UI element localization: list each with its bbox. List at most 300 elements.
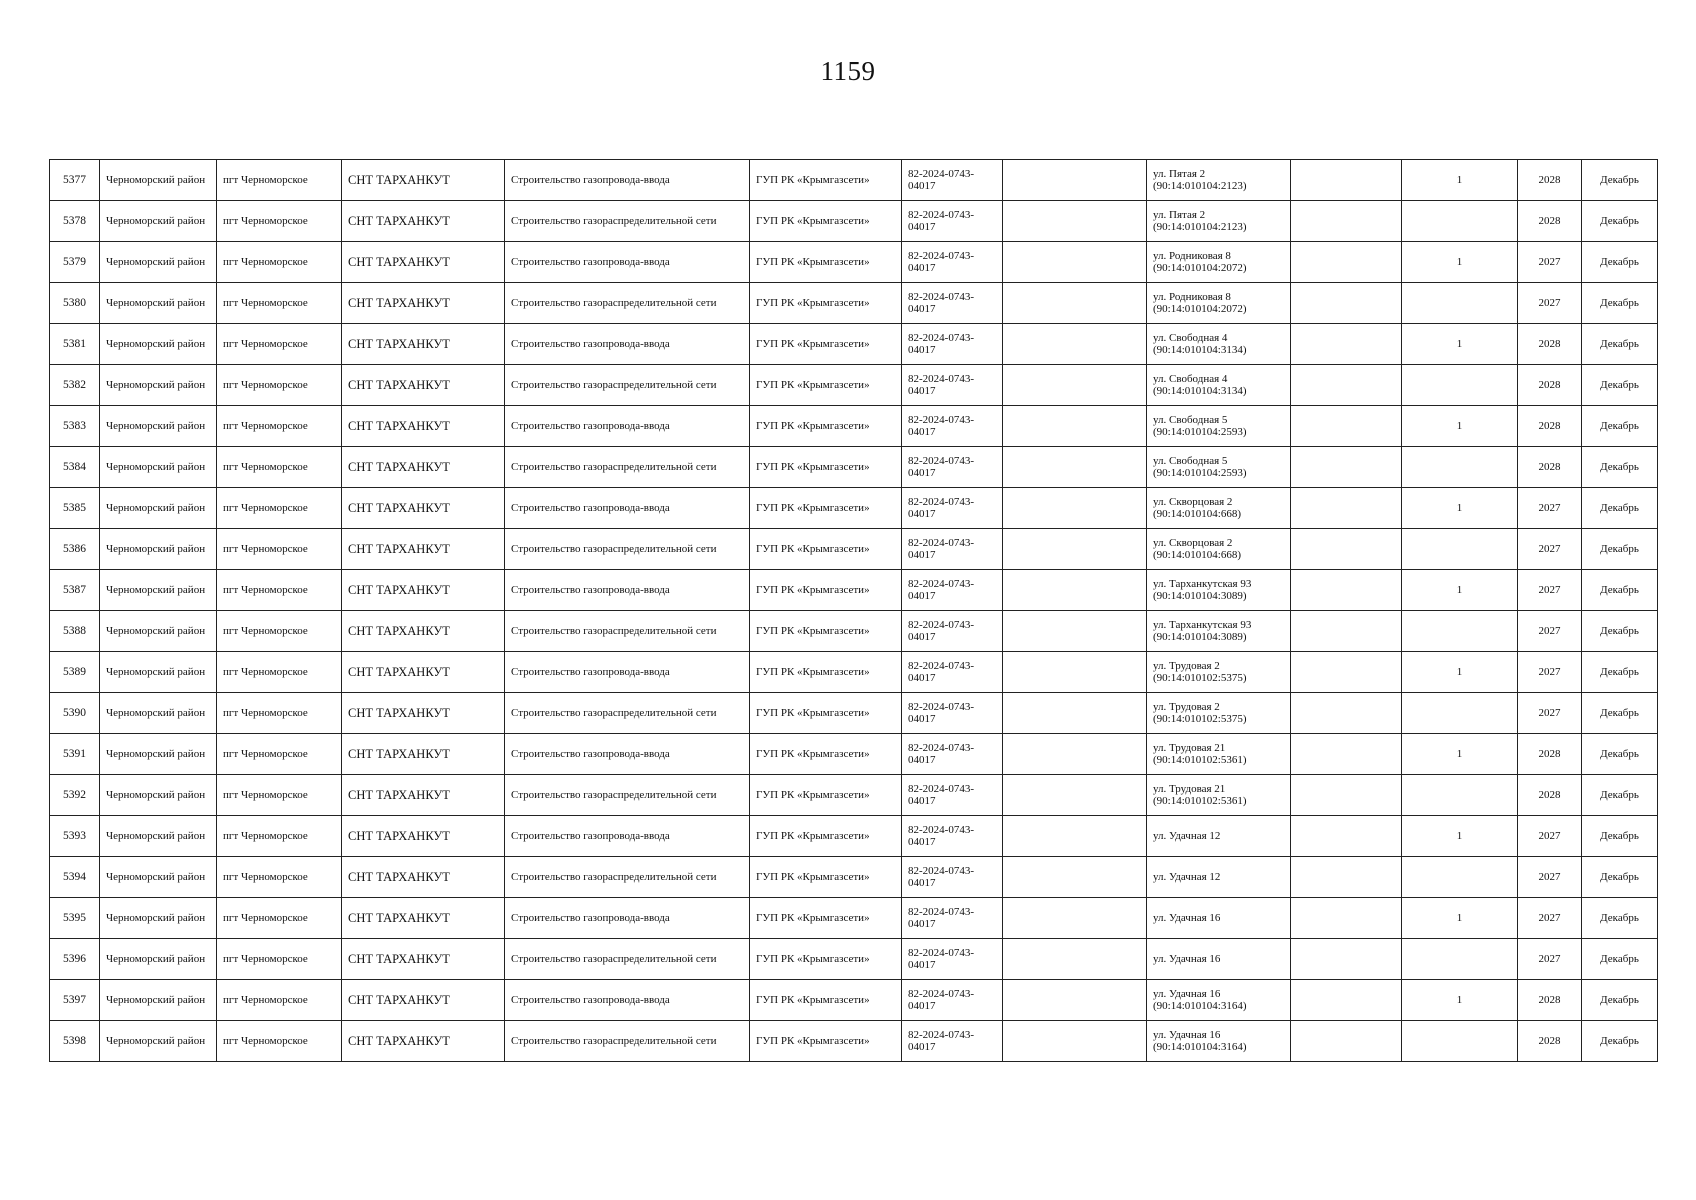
- table-row: [50, 160, 1658, 201]
- table-row: [50, 283, 1658, 324]
- quantity-cell: 1: [1402, 652, 1518, 693]
- year-cell: 2028: [1518, 1021, 1582, 1062]
- settlement-cell: пгт Черноморское: [217, 160, 342, 201]
- quantity-cell: [1402, 939, 1518, 980]
- operator-cell: ГУП РК «Крымгазсети»: [750, 447, 902, 488]
- work-type-cell: Строительство газораспределительной сети: [505, 1021, 750, 1062]
- empty-cell: [1291, 857, 1402, 898]
- work-type-cell: Строительство газопровода-ввода: [505, 406, 750, 447]
- month-cell: Декабрь: [1582, 201, 1658, 242]
- code-cell: 82-2024-0743-04017: [902, 160, 1003, 201]
- operator-cell: ГУП РК «Крымгазсети»: [750, 160, 902, 201]
- row-number: 5391: [50, 734, 100, 775]
- code-cell: 82-2024-0743-04017: [902, 898, 1003, 939]
- year-cell: 2027: [1518, 242, 1582, 283]
- table-row: [50, 980, 1658, 1021]
- organization-cell: СНТ ТАРХАНКУТ: [342, 980, 505, 1021]
- work-type-cell: Строительство газораспределительной сети: [505, 529, 750, 570]
- row-number: 5380: [50, 283, 100, 324]
- empty-cell: [1291, 324, 1402, 365]
- organization-cell: СНТ ТАРХАНКУТ: [342, 201, 505, 242]
- empty-cell: [1003, 201, 1147, 242]
- settlement-cell: пгт Черноморское: [217, 529, 342, 570]
- settlement-cell: пгт Черноморское: [217, 324, 342, 365]
- settlement-cell: пгт Черноморское: [217, 693, 342, 734]
- month-cell: Декабрь: [1582, 529, 1658, 570]
- operator-cell: ГУП РК «Крымгазсети»: [750, 488, 902, 529]
- empty-cell: [1003, 365, 1147, 406]
- quantity-cell: 1: [1402, 980, 1518, 1021]
- year-cell: 2028: [1518, 980, 1582, 1021]
- row-number: 5386: [50, 529, 100, 570]
- work-type-cell: Строительство газопровода-ввода: [505, 324, 750, 365]
- operator-cell: ГУП РК «Крымгазсети»: [750, 242, 902, 283]
- empty-cell: [1003, 242, 1147, 283]
- code-cell: 82-2024-0743-04017: [902, 611, 1003, 652]
- organization-cell: СНТ ТАРХАНКУТ: [342, 1021, 505, 1062]
- empty-cell: [1003, 447, 1147, 488]
- empty-cell: [1291, 365, 1402, 406]
- quantity-cell: 1: [1402, 242, 1518, 283]
- code-cell: 82-2024-0743-04017: [902, 652, 1003, 693]
- code-cell: 82-2024-0743-04017: [902, 816, 1003, 857]
- empty-cell: [1003, 611, 1147, 652]
- address-cell: ул. Свободная 4 (90:14:010104:3134): [1147, 365, 1291, 406]
- empty-cell: [1003, 980, 1147, 1021]
- address-cell: ул. Удачная 16: [1147, 939, 1291, 980]
- work-type-cell: Строительство газопровода-ввода: [505, 242, 750, 283]
- district-cell: Черноморский район: [100, 775, 217, 816]
- organization-cell: СНТ ТАРХАНКУТ: [342, 529, 505, 570]
- month-cell: Декабрь: [1582, 283, 1658, 324]
- organization-cell: СНТ ТАРХАНКУТ: [342, 693, 505, 734]
- empty-cell: [1003, 488, 1147, 529]
- empty-cell: [1291, 447, 1402, 488]
- year-cell: 2027: [1518, 693, 1582, 734]
- row-number: 5385: [50, 488, 100, 529]
- operator-cell: ГУП РК «Крымгазсети»: [750, 570, 902, 611]
- month-cell: Декабрь: [1582, 980, 1658, 1021]
- quantity-cell: 1: [1402, 570, 1518, 611]
- address-cell: ул. Пятая 2 (90:14:010104:2123): [1147, 160, 1291, 201]
- row-number: 5384: [50, 447, 100, 488]
- empty-cell: [1291, 406, 1402, 447]
- organization-cell: СНТ ТАРХАНКУТ: [342, 488, 505, 529]
- month-cell: Декабрь: [1582, 1021, 1658, 1062]
- empty-cell: [1291, 283, 1402, 324]
- work-type-cell: Строительство газопровода-ввода: [505, 570, 750, 611]
- work-type-cell: Строительство газораспределительной сети: [505, 857, 750, 898]
- month-cell: Декабрь: [1582, 160, 1658, 201]
- settlement-cell: пгт Черноморское: [217, 1021, 342, 1062]
- year-cell: 2028: [1518, 201, 1582, 242]
- organization-cell: СНТ ТАРХАНКУТ: [342, 816, 505, 857]
- empty-cell: [1003, 570, 1147, 611]
- month-cell: Декабрь: [1582, 775, 1658, 816]
- year-cell: 2028: [1518, 365, 1582, 406]
- operator-cell: ГУП РК «Крымгазсети»: [750, 980, 902, 1021]
- row-number: 5398: [50, 1021, 100, 1062]
- operator-cell: ГУП РК «Крымгазсети»: [750, 529, 902, 570]
- table-row: [50, 242, 1658, 283]
- district-cell: Черноморский район: [100, 160, 217, 201]
- year-cell: 2028: [1518, 406, 1582, 447]
- code-cell: 82-2024-0743-04017: [902, 447, 1003, 488]
- year-cell: 2027: [1518, 611, 1582, 652]
- table-row: [50, 857, 1658, 898]
- work-type-cell: Строительство газопровода-ввода: [505, 816, 750, 857]
- operator-cell: ГУП РК «Крымгазсети»: [750, 775, 902, 816]
- row-number: 5379: [50, 242, 100, 283]
- empty-cell: [1003, 734, 1147, 775]
- empty-cell: [1291, 693, 1402, 734]
- settlement-cell: пгт Черноморское: [217, 365, 342, 406]
- work-type-cell: Строительство газораспределительной сети: [505, 693, 750, 734]
- organization-cell: СНТ ТАРХАНКУТ: [342, 611, 505, 652]
- quantity-cell: [1402, 775, 1518, 816]
- table-row: [50, 447, 1658, 488]
- year-cell: 2028: [1518, 734, 1582, 775]
- settlement-cell: пгт Черноморское: [217, 652, 342, 693]
- address-cell: ул. Удачная 16 (90:14:010104:3164): [1147, 1021, 1291, 1062]
- district-cell: Черноморский район: [100, 1021, 217, 1062]
- organization-cell: СНТ ТАРХАНКУТ: [342, 775, 505, 816]
- district-cell: Черноморский район: [100, 447, 217, 488]
- code-cell: 82-2024-0743-04017: [902, 324, 1003, 365]
- empty-cell: [1003, 693, 1147, 734]
- table-row: [50, 406, 1658, 447]
- address-cell: ул. Трудовая 21 (90:14:010102:5361): [1147, 775, 1291, 816]
- operator-cell: ГУП РК «Крымгазсети»: [750, 406, 902, 447]
- row-number: 5382: [50, 365, 100, 406]
- table-row: [50, 529, 1658, 570]
- organization-cell: СНТ ТАРХАНКУТ: [342, 570, 505, 611]
- table-row: [50, 570, 1658, 611]
- work-type-cell: Строительство газораспределительной сети: [505, 775, 750, 816]
- table-row: [50, 816, 1658, 857]
- table-row: [50, 652, 1658, 693]
- operator-cell: ГУП РК «Крымгазсети»: [750, 324, 902, 365]
- code-cell: 82-2024-0743-04017: [902, 201, 1003, 242]
- work-type-cell: Строительство газораспределительной сети: [505, 283, 750, 324]
- quantity-cell: 1: [1402, 816, 1518, 857]
- empty-cell: [1291, 734, 1402, 775]
- work-type-cell: Строительство газораспределительной сети: [505, 447, 750, 488]
- address-cell: ул. Трудовая 21 (90:14:010102:5361): [1147, 734, 1291, 775]
- month-cell: Декабрь: [1582, 611, 1658, 652]
- settlement-cell: пгт Черноморское: [217, 242, 342, 283]
- address-cell: ул. Свободная 4 (90:14:010104:3134): [1147, 324, 1291, 365]
- settlement-cell: пгт Черноморское: [217, 980, 342, 1021]
- district-cell: Черноморский район: [100, 365, 217, 406]
- settlement-cell: пгт Черноморское: [217, 857, 342, 898]
- year-cell: 2028: [1518, 324, 1582, 365]
- address-cell: ул. Пятая 2 (90:14:010104:2123): [1147, 201, 1291, 242]
- empty-cell: [1291, 775, 1402, 816]
- registry-rows: [50, 160, 1658, 1062]
- work-type-cell: Строительство газораспределительной сети: [505, 365, 750, 406]
- address-cell: ул. Скворцовая 2 (90:14:010104:668): [1147, 529, 1291, 570]
- work-type-cell: Строительство газораспределительной сети: [505, 201, 750, 242]
- organization-cell: СНТ ТАРХАНКУТ: [342, 447, 505, 488]
- table-row: [50, 365, 1658, 406]
- district-cell: Черноморский район: [100, 652, 217, 693]
- empty-cell: [1291, 1021, 1402, 1062]
- settlement-cell: пгт Черноморское: [217, 939, 342, 980]
- settlement-cell: пгт Черноморское: [217, 775, 342, 816]
- row-number: 5383: [50, 406, 100, 447]
- code-cell: 82-2024-0743-04017: [902, 406, 1003, 447]
- district-cell: Черноморский район: [100, 898, 217, 939]
- organization-cell: СНТ ТАРХАНКУТ: [342, 365, 505, 406]
- work-type-cell: Строительство газопровода-ввода: [505, 160, 750, 201]
- empty-cell: [1003, 775, 1147, 816]
- work-type-cell: Строительство газораспределительной сети: [505, 939, 750, 980]
- address-cell: ул. Трудовая 2 (90:14:010102:5375): [1147, 652, 1291, 693]
- empty-cell: [1003, 898, 1147, 939]
- quantity-cell: [1402, 283, 1518, 324]
- organization-cell: СНТ ТАРХАНКУТ: [342, 242, 505, 283]
- work-type-cell: Строительство газопровода-ввода: [505, 652, 750, 693]
- year-cell: 2027: [1518, 816, 1582, 857]
- address-cell: ул. Скворцовая 2 (90:14:010104:668): [1147, 488, 1291, 529]
- year-cell: 2027: [1518, 939, 1582, 980]
- table-row: [50, 775, 1658, 816]
- settlement-cell: пгт Черноморское: [217, 201, 342, 242]
- quantity-cell: 1: [1402, 160, 1518, 201]
- code-cell: 82-2024-0743-04017: [902, 242, 1003, 283]
- empty-cell: [1003, 324, 1147, 365]
- settlement-cell: пгт Черноморское: [217, 898, 342, 939]
- empty-cell: [1291, 980, 1402, 1021]
- operator-cell: ГУП РК «Крымгазсети»: [750, 652, 902, 693]
- address-cell: ул. Родниковая 8 (90:14:010104:2072): [1147, 283, 1291, 324]
- row-number: 5381: [50, 324, 100, 365]
- operator-cell: ГУП РК «Крымгазсети»: [750, 611, 902, 652]
- row-number: 5388: [50, 611, 100, 652]
- organization-cell: СНТ ТАРХАНКУТ: [342, 898, 505, 939]
- quantity-cell: [1402, 1021, 1518, 1062]
- code-cell: 82-2024-0743-04017: [902, 775, 1003, 816]
- row-number: 5378: [50, 201, 100, 242]
- quantity-cell: 1: [1402, 324, 1518, 365]
- code-cell: 82-2024-0743-04017: [902, 488, 1003, 529]
- operator-cell: ГУП РК «Крымгазсети»: [750, 201, 902, 242]
- district-cell: Черноморский район: [100, 570, 217, 611]
- settlement-cell: пгт Черноморское: [217, 611, 342, 652]
- empty-cell: [1003, 283, 1147, 324]
- address-cell: ул. Удачная 12: [1147, 857, 1291, 898]
- row-number: 5397: [50, 980, 100, 1021]
- quantity-cell: 1: [1402, 734, 1518, 775]
- settlement-cell: пгт Черноморское: [217, 447, 342, 488]
- year-cell: 2028: [1518, 775, 1582, 816]
- work-type-cell: Строительство газопровода-ввода: [505, 734, 750, 775]
- month-cell: Декабрь: [1582, 406, 1658, 447]
- month-cell: Декабрь: [1582, 939, 1658, 980]
- quantity-cell: [1402, 693, 1518, 734]
- district-cell: Черноморский район: [100, 939, 217, 980]
- empty-cell: [1003, 160, 1147, 201]
- table-row: [50, 939, 1658, 980]
- year-cell: 2028: [1518, 160, 1582, 201]
- row-number: 5392: [50, 775, 100, 816]
- work-type-cell: Строительство газопровода-ввода: [505, 898, 750, 939]
- month-cell: Декабрь: [1582, 570, 1658, 611]
- district-cell: Черноморский район: [100, 201, 217, 242]
- address-cell: ул. Тарханкутская 93 (90:14:010104:3089): [1147, 611, 1291, 652]
- empty-cell: [1003, 406, 1147, 447]
- month-cell: Декабрь: [1582, 324, 1658, 365]
- settlement-cell: пгт Черноморское: [217, 816, 342, 857]
- empty-cell: [1291, 570, 1402, 611]
- year-cell: 2027: [1518, 857, 1582, 898]
- empty-cell: [1291, 939, 1402, 980]
- operator-cell: ГУП РК «Крымгазсети»: [750, 693, 902, 734]
- district-cell: Черноморский район: [100, 406, 217, 447]
- code-cell: 82-2024-0743-04017: [902, 1021, 1003, 1062]
- empty-cell: [1291, 611, 1402, 652]
- year-cell: 2027: [1518, 529, 1582, 570]
- registry-table: [49, 159, 1658, 1062]
- empty-cell: [1291, 652, 1402, 693]
- month-cell: Декабрь: [1582, 652, 1658, 693]
- empty-cell: [1291, 242, 1402, 283]
- empty-cell: [1291, 201, 1402, 242]
- district-cell: Черноморский район: [100, 693, 217, 734]
- operator-cell: ГУП РК «Крымгазсети»: [750, 283, 902, 324]
- year-cell: 2028: [1518, 447, 1582, 488]
- quantity-cell: 1: [1402, 488, 1518, 529]
- settlement-cell: пгт Черноморское: [217, 283, 342, 324]
- empty-cell: [1003, 1021, 1147, 1062]
- code-cell: 82-2024-0743-04017: [902, 980, 1003, 1021]
- month-cell: Декабрь: [1582, 898, 1658, 939]
- quantity-cell: [1402, 857, 1518, 898]
- quantity-cell: 1: [1402, 406, 1518, 447]
- organization-cell: СНТ ТАРХАНКУТ: [342, 324, 505, 365]
- district-cell: Черноморский район: [100, 734, 217, 775]
- row-number: 5393: [50, 816, 100, 857]
- district-cell: Черноморский район: [100, 283, 217, 324]
- organization-cell: СНТ ТАРХАНКУТ: [342, 652, 505, 693]
- operator-cell: ГУП РК «Крымгазсети»: [750, 1021, 902, 1062]
- table-row: [50, 324, 1658, 365]
- code-cell: 82-2024-0743-04017: [902, 365, 1003, 406]
- operator-cell: ГУП РК «Крымгазсети»: [750, 898, 902, 939]
- code-cell: 82-2024-0743-04017: [902, 283, 1003, 324]
- settlement-cell: пгт Черноморское: [217, 488, 342, 529]
- code-cell: 82-2024-0743-04017: [902, 939, 1003, 980]
- organization-cell: СНТ ТАРХАНКУТ: [342, 734, 505, 775]
- month-cell: Декабрь: [1582, 447, 1658, 488]
- empty-cell: [1003, 529, 1147, 570]
- table-row: [50, 1021, 1658, 1062]
- row-number: 5395: [50, 898, 100, 939]
- work-type-cell: Строительство газопровода-ввода: [505, 980, 750, 1021]
- address-cell: ул. Тарханкутская 93 (90:14:010104:3089): [1147, 570, 1291, 611]
- code-cell: 82-2024-0743-04017: [902, 570, 1003, 611]
- year-cell: 2027: [1518, 488, 1582, 529]
- work-type-cell: Строительство газопровода-ввода: [505, 488, 750, 529]
- operator-cell: ГУП РК «Крымгазсети»: [750, 734, 902, 775]
- settlement-cell: пгт Черноморское: [217, 734, 342, 775]
- table-row: [50, 201, 1658, 242]
- empty-cell: [1291, 898, 1402, 939]
- year-cell: 2027: [1518, 652, 1582, 693]
- operator-cell: ГУП РК «Крымгазсети»: [750, 365, 902, 406]
- address-cell: ул. Удачная 12: [1147, 816, 1291, 857]
- district-cell: Черноморский район: [100, 611, 217, 652]
- month-cell: Декабрь: [1582, 693, 1658, 734]
- year-cell: 2027: [1518, 570, 1582, 611]
- code-cell: 82-2024-0743-04017: [902, 693, 1003, 734]
- row-number: 5394: [50, 857, 100, 898]
- row-number: 5387: [50, 570, 100, 611]
- quantity-cell: [1402, 611, 1518, 652]
- organization-cell: СНТ ТАРХАНКУТ: [342, 283, 505, 324]
- month-cell: Декабрь: [1582, 365, 1658, 406]
- organization-cell: СНТ ТАРХАНКУТ: [342, 160, 505, 201]
- quantity-cell: [1402, 365, 1518, 406]
- month-cell: Декабрь: [1582, 734, 1658, 775]
- row-number: 5389: [50, 652, 100, 693]
- page-number: 1159: [820, 56, 876, 86]
- empty-cell: [1003, 816, 1147, 857]
- district-cell: Черноморский район: [100, 529, 217, 570]
- table-row: [50, 611, 1658, 652]
- year-cell: 2027: [1518, 283, 1582, 324]
- empty-cell: [1291, 816, 1402, 857]
- row-number: 5377: [50, 160, 100, 201]
- table-row: [50, 734, 1658, 775]
- empty-cell: [1291, 488, 1402, 529]
- quantity-cell: [1402, 529, 1518, 570]
- code-cell: 82-2024-0743-04017: [902, 529, 1003, 570]
- row-number: 5390: [50, 693, 100, 734]
- month-cell: Декабрь: [1582, 857, 1658, 898]
- empty-cell: [1003, 939, 1147, 980]
- empty-cell: [1003, 652, 1147, 693]
- address-cell: ул. Свободная 5 (90:14:010104:2593): [1147, 447, 1291, 488]
- organization-cell: СНТ ТАРХАНКУТ: [342, 939, 505, 980]
- month-cell: Декабрь: [1582, 816, 1658, 857]
- district-cell: Черноморский район: [100, 980, 217, 1021]
- quantity-cell: [1402, 201, 1518, 242]
- district-cell: Черноморский район: [100, 857, 217, 898]
- district-cell: Черноморский район: [100, 324, 217, 365]
- code-cell: 82-2024-0743-04017: [902, 734, 1003, 775]
- table-row: [50, 693, 1658, 734]
- address-cell: ул. Свободная 5 (90:14:010104:2593): [1147, 406, 1291, 447]
- empty-cell: [1291, 160, 1402, 201]
- district-cell: Черноморский район: [100, 242, 217, 283]
- code-cell: 82-2024-0743-04017: [902, 857, 1003, 898]
- table-row: [50, 488, 1658, 529]
- address-cell: ул. Удачная 16 (90:14:010104:3164): [1147, 980, 1291, 1021]
- operator-cell: ГУП РК «Крымгазсети»: [750, 857, 902, 898]
- work-type-cell: Строительство газораспределительной сети: [505, 611, 750, 652]
- address-cell: ул. Трудовая 2 (90:14:010102:5375): [1147, 693, 1291, 734]
- empty-cell: [1003, 857, 1147, 898]
- table-row: [50, 898, 1658, 939]
- organization-cell: СНТ ТАРХАНКУТ: [342, 857, 505, 898]
- district-cell: Черноморский район: [100, 816, 217, 857]
- address-cell: ул. Родниковая 8 (90:14:010104:2072): [1147, 242, 1291, 283]
- quantity-cell: 1: [1402, 898, 1518, 939]
- address-cell: ул. Удачная 16: [1147, 898, 1291, 939]
- row-number: 5396: [50, 939, 100, 980]
